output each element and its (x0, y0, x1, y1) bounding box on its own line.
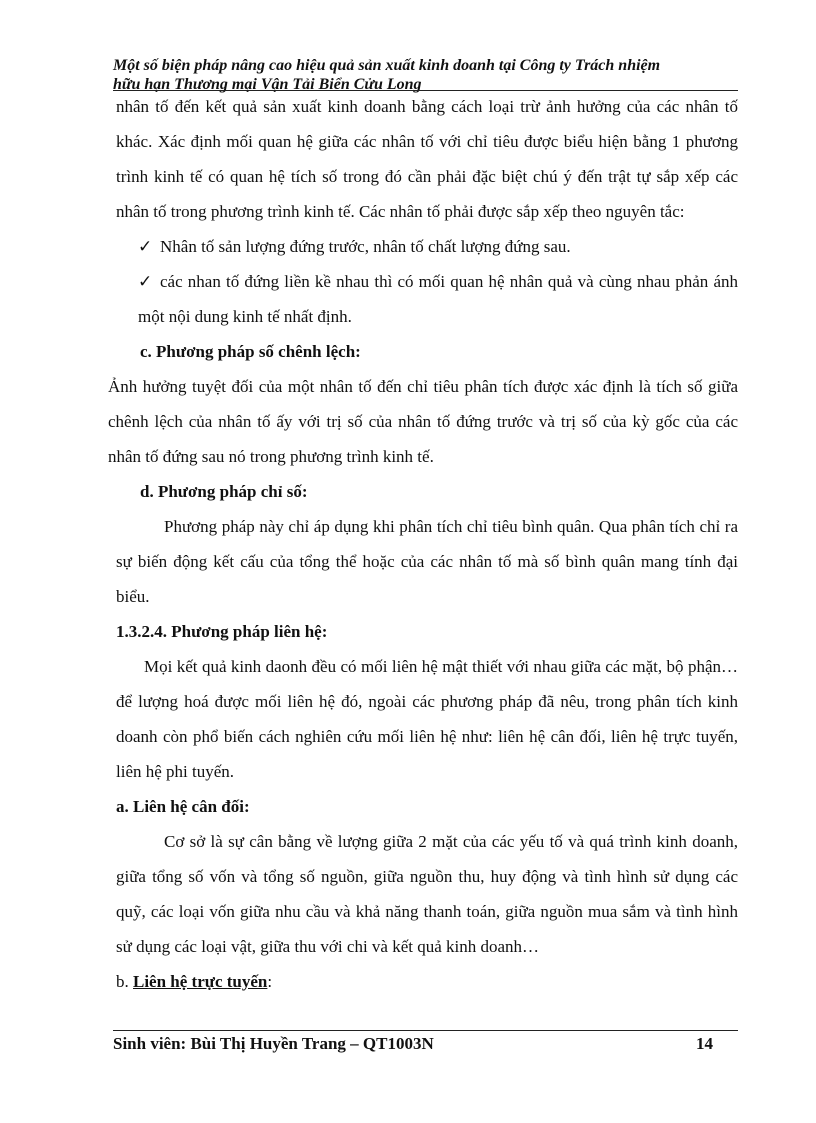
header-title-line2: hữu hạn Thương mại Vận Tải Biển Cửu Long (113, 76, 422, 93)
heading-d: d. Phương pháp chỉ số: (140, 482, 308, 501)
heading-1324: 1.3.2.4. Phương pháp liên hệ: (116, 622, 328, 641)
paragraph-c: Ảnh hưởng tuyệt đối của một nhân tố đến chỉ tiêu phân tích được xác định là tích số giữa chênh lệch của nhân tố ấy với trị số của nhân tố đứng trước và trị số của kỳ gốc của các nhân tố đứng sau nó trong phương trình kinh tế. (108, 377, 738, 466)
heading-b-title: Liên hệ trực tuyến (133, 972, 268, 991)
page-footer (113, 1033, 713, 1055)
paragraph-a: Cơ sở là sự cân bằng về lượng giữa 2 mặt của các yếu tố và quá trình kinh doanh, giữa tổng số vốn và tổng số nguồn, giữa nguồn thu, huy động và tình hình sử dụng các quỹ, các loại vốn giữa nhu cầu và khả năng thanh toán, giữa nguồn mua sắm và tình hình sử dụng các loại vật, giữa thu với chi và kết quả kinh doanh… (116, 832, 738, 956)
checkmark-icon: ✓ (138, 237, 153, 256)
footer-author: Sinh viên: Bùi Thị Huyền Trang – QT1003N (113, 1034, 434, 1053)
paragraph-1324: Mọi kết quả kinh daonh đều có mối liên hệ mật thiết với nhau giữa các mặt, bộ phận… để lượng hoá được mối liên hệ đó, ngoài các phương pháp đã nêu, trong phân tích kinh doanh còn phổ biến cách nghiên cứu mối liên hệ như: liên hệ cân đối, liên hệ trực tuyến, liên hệ phi tuyến. (116, 657, 738, 781)
header-title-line1: Một số biện pháp nâng cao hiệu quả sản xuất kinh doanh tại Công ty Trách nhiệm (113, 57, 661, 74)
document-body (108, 89, 738, 999)
checkmark-icon: ✓ (138, 272, 153, 291)
heading-b-prefix: b. (116, 972, 129, 991)
checklist-item-1 (116, 229, 738, 264)
heading-a: a. Liên hệ cân đối: (116, 797, 250, 816)
heading-b-suffix: : (267, 972, 273, 991)
page-number: 14 (696, 1034, 713, 1053)
checklist-item-1-text: Nhân tố sản lượng đứng trước, nhân tố chất lượng đứng sau. (160, 237, 571, 256)
checklist-item-2-text: các nhan tố đứng liền kề nhau thì có mối quan hệ nhân quả và cùng nhau phản ánh một nội dung kinh tế nhất định. (138, 272, 738, 326)
paragraph-intro: nhân tố đến kết quả sản xuất kinh doanh bằng cách loại trừ ảnh hưởng của các nhân tố khác. Xác định mối quan hệ giữa các nhân tố với chỉ tiêu được biểu hiện bằng 1 phương trình kinh tế có quan hệ tích số trong đó cần phải đặc biệt chú ý đến trật tự sắp xếp các nhân tố trong phương trình kinh tế. Các nhân tố phải được sắp xếp theo nguyên tắc: (116, 97, 738, 221)
paragraph-d: Phương pháp này chỉ áp dụng khi phân tích chỉ tiêu bình quân. Qua phân tích chỉ ra sự biến động kết cấu của tổng thể hoặc của các nhân tố mà số bình quân mang tính đại biểu. (116, 517, 738, 606)
heading-b (116, 964, 738, 999)
checklist-item-2 (116, 264, 738, 334)
footer-divider (113, 1030, 738, 1031)
heading-c: c. Phương pháp số chênh lệch: (140, 342, 361, 361)
